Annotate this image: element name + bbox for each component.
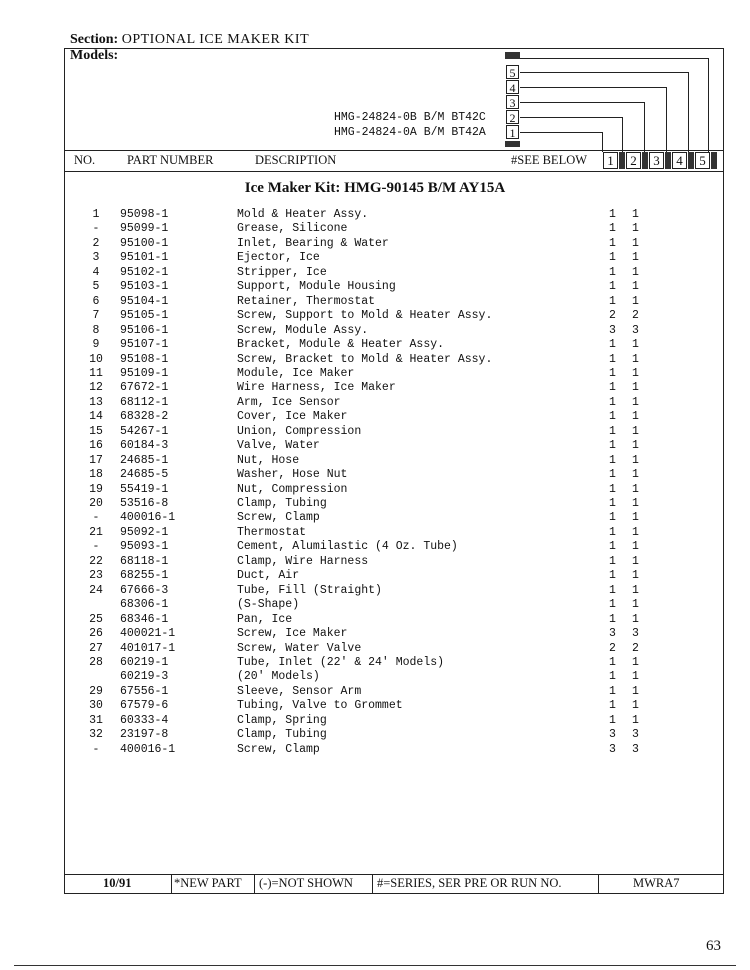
part-number: 67666-3 [120,583,169,597]
parts-row [0,685,750,699]
part-number: 400016-1 [120,742,176,756]
part-number: 68328-2 [120,410,169,424]
qty-model-1: 1 [609,439,616,453]
qty-model-2: 1 [632,410,639,424]
item-number: 31 [89,713,103,727]
part-number: 23197-8 [120,728,169,742]
qty-model-2: 3 [632,742,639,756]
qty-model-1: 1 [609,612,616,626]
qty-model-1: 1 [609,236,616,250]
qty-model-2: 1 [632,497,639,510]
part-description: Nut, Hose [237,453,300,467]
qty-model-2: 1 [632,395,639,409]
item-number: 4 [92,265,100,279]
parts-row [0,251,750,265]
qty-model-1: 1 [609,410,616,424]
qty-model-1: 1 [609,670,616,684]
item-number: 16 [89,439,103,453]
item-number: 24 [89,583,103,597]
parts-row [0,266,750,280]
item-number: 7 [92,309,100,323]
qty-model-2: 2 [632,641,639,655]
part-number: 401017-1 [120,641,176,655]
qty-model-2: 1 [632,338,639,352]
qty-model-2: 1 [632,352,639,366]
parts-row [0,511,750,525]
qty-model-1: 1 [609,540,616,554]
qty-model-2: 1 [632,699,639,713]
part-number: 95099-1 [120,222,169,236]
parts-row [0,295,750,309]
part-number: 400016-1 [120,511,176,525]
col-separator [711,152,717,169]
qty-model-1: 1 [609,222,616,236]
part-description: Union, Compression [237,424,362,438]
part-description: Screw, Bracket to Mold & Heater Assy. [237,352,493,366]
section-value: OPTIONAL ICE MAKER KIT [121,32,310,47]
qty-model-1: 1 [609,366,616,380]
item-number: - [92,511,100,525]
parts-row [0,338,750,352]
parts-row [0,526,750,540]
parts-row [0,699,750,713]
qty-model-2: 1 [632,511,639,525]
col-header-no: NO. [74,153,96,167]
parts-row [0,728,750,742]
qty-model-1: 1 [609,352,616,366]
part-number: 68346-1 [120,612,169,626]
part-description: Screw, Clamp [237,511,320,525]
qty-model-2: 1 [632,236,639,250]
parts-row [0,454,750,468]
part-number: 400021-1 [120,627,176,641]
parts-row [0,656,750,670]
item-number: 28 [89,655,103,669]
part-description: Cover, Ice Maker [237,410,348,424]
col-separator [688,152,694,169]
col-separator [619,152,625,169]
part-description: Arm, Ice Sensor [237,395,341,409]
part-description: Stripper, Ice [237,265,327,279]
parts-row [0,598,750,612]
qty-model-2: 1 [632,468,639,482]
part-number: 67556-1 [120,684,169,698]
qty-model-1: 1 [609,280,616,294]
qty-model-1: 1 [609,511,616,525]
item-number: 26 [89,627,103,641]
part-number: 68112-1 [120,395,169,409]
qty-model-1: 2 [609,641,616,655]
qty-model-2: 1 [632,583,639,597]
item-number: - [92,540,100,554]
item-number: 1 [92,208,100,221]
qty-model-2: 1 [632,554,639,568]
model-col-4: 4 [672,152,687,169]
qty-model-2: 1 [632,381,639,395]
parts-row [0,468,750,482]
model-slot-4: 4 [506,80,519,94]
part-number: 95108-1 [120,352,169,366]
part-description: Tubing, Valve to Grommet [237,699,403,713]
part-number: 95106-1 [120,323,169,337]
model-entry-1: HMG-24824-0A B/M BT42A [334,126,486,139]
item-number: 12 [89,381,103,395]
part-description: Screw, Clamp [237,742,320,756]
page-number: 63 [706,938,721,954]
item-number: 2 [92,236,100,250]
qty-model-2: 3 [632,627,639,641]
part-description: Wire Harness, Ice Maker [237,381,396,395]
part-number: 67672-1 [120,381,169,395]
qty-model-2: 1 [632,670,639,684]
part-number: 24685-1 [120,453,169,467]
qty-model-1: 1 [609,381,616,395]
parts-row [0,309,750,323]
part-description: Ejector, Ice [237,251,320,265]
item-number: 23 [89,569,103,583]
part-number: 95103-1 [120,280,169,294]
part-description: (S-Shape) [237,598,300,612]
qty-model-1: 1 [609,208,616,221]
part-description: Nut, Compression [237,482,348,496]
item-number: 29 [89,684,103,698]
part-description: Screw, Module Assy. [237,323,369,337]
item-number: 8 [92,323,100,337]
part-number: 95098-1 [120,208,169,221]
item-number: 13 [89,395,103,409]
item-number: - [92,742,100,756]
section-label: Section: [70,32,119,47]
part-description: Clamp, Wire Harness [237,554,369,568]
model-entry-2: HMG-24824-0B B/M BT42C [334,111,486,124]
model-slot-3: 3 [506,95,519,109]
part-description: Screw, Water Valve [237,641,362,655]
part-description: Valve, Water [237,439,320,453]
parts-row [0,540,750,554]
footer-date: 10/91 [103,876,132,890]
qty-model-2: 1 [632,540,639,554]
part-description: Clamp, Tubing [237,728,327,742]
qty-model-1: 3 [609,742,616,756]
part-number: 67579-6 [120,699,169,713]
part-number: 95101-1 [120,251,169,265]
parts-row [0,439,750,453]
qty-model-2: 1 [632,366,639,380]
item-number: - [92,222,100,236]
qty-model-1: 1 [609,424,616,438]
parts-row [0,642,750,656]
qty-model-1: 1 [609,265,616,279]
part-number: 95092-1 [120,525,169,539]
qty-model-2: 1 [632,655,639,669]
item-number: 3 [92,251,100,265]
parts-row [0,627,750,641]
part-number: 53516-8 [120,497,169,510]
parts-row [0,555,750,569]
qty-model-1: 1 [609,453,616,467]
item-number: 14 [89,410,103,424]
qty-model-2: 1 [632,265,639,279]
qty-model-1: 1 [609,598,616,612]
models-label: Models: [70,48,119,63]
part-number: 95102-1 [120,265,169,279]
item-number: 11 [89,366,103,380]
qty-model-2: 1 [632,439,639,453]
part-description: Sleeve, Sensor Arm [237,684,362,698]
part-number: 54267-1 [120,424,169,438]
model-col-2: 2 [626,152,641,169]
part-description: Clamp, Spring [237,713,327,727]
part-description: Tube, Fill (Straight) [237,583,382,597]
item-number: 21 [89,525,103,539]
parts-row [0,497,750,511]
part-number: 24685-5 [120,468,169,482]
item-number: 6 [92,294,100,308]
part-description: Washer, Hose Nut [237,468,348,482]
qty-model-2: 1 [632,525,639,539]
parts-row [0,410,750,424]
item-number: 15 [89,424,103,438]
model-col-3: 3 [649,152,664,169]
part-description: Tube, Inlet (22' & 24' Models) [237,655,445,669]
footer-series: #=SERIES, SER PRE OR RUN NO. [377,876,562,890]
qty-model-2: 1 [632,222,639,236]
part-number: 95104-1 [120,294,169,308]
qty-model-1: 1 [609,684,616,698]
model-slot-5: 5 [506,65,519,79]
part-description: Bracket, Module & Heater Assy. [237,338,445,352]
part-number: 60184-3 [120,439,169,453]
item-number: 9 [92,338,100,352]
qty-model-1: 1 [609,395,616,409]
parts-row [0,396,750,410]
part-number: 60333-4 [120,713,169,727]
item-number: 30 [89,699,103,713]
col-header-part-number: PART NUMBER [127,153,214,167]
footer-new-part: *NEW PART [174,876,242,890]
col-header-description: DESCRIPTION [255,153,337,167]
part-description: Module, Ice Maker [237,366,355,380]
part-description: Support, Module Housing [237,280,396,294]
part-number: 95107-1 [120,338,169,352]
part-number: 68118-1 [120,554,169,568]
qty-model-1: 1 [609,468,616,482]
part-description: Clamp, Tubing [237,497,327,510]
parts-row [0,208,750,222]
model-bracket-diagram [0,0,750,150]
qty-model-1: 3 [609,627,616,641]
model-slot-2: 2 [506,110,519,124]
qty-model-1: 1 [609,497,616,510]
parts-row [0,425,750,439]
qty-model-1: 1 [609,338,616,352]
qty-model-1: 1 [609,569,616,583]
qty-model-2: 1 [632,569,639,583]
part-number: 95093-1 [120,540,169,554]
qty-model-2: 1 [632,598,639,612]
qty-model-1: 1 [609,655,616,669]
qty-model-2: 3 [632,323,639,337]
qty-model-2: 1 [632,208,639,221]
qty-model-2: 1 [632,280,639,294]
item-number: 10 [89,352,103,366]
parts-row [0,237,750,251]
parts-row [0,714,750,728]
qty-model-2: 1 [632,612,639,626]
col-header-see-below: #SEE BELOW [511,153,588,167]
qty-model-1: 1 [609,251,616,265]
qty-model-2: 1 [632,482,639,496]
parts-row [0,280,750,294]
qty-model-2: 1 [632,713,639,727]
parts-row [0,324,750,338]
part-description: Mold & Heater Assy. [237,208,369,221]
parts-row [0,353,750,367]
item-number: 20 [89,497,103,510]
item-number: 19 [89,482,103,496]
parts-row [0,367,750,381]
qty-model-1: 1 [609,713,616,727]
col-separator [642,152,648,169]
parts-row [0,670,750,684]
part-description: Thermostat [237,525,307,539]
part-description: Retainer, Thermostat [237,294,376,308]
qty-model-2: 3 [632,728,639,742]
parts-row [0,584,750,598]
part-description: Pan, Ice [237,612,293,626]
qty-model-2: 2 [632,309,639,323]
parts-row [0,743,750,757]
parts-row [0,613,750,627]
item-number: 5 [92,280,100,294]
parts-row [0,381,750,395]
qty-model-1: 1 [609,554,616,568]
part-number: 95100-1 [120,236,169,250]
part-number: 68255-1 [120,569,169,583]
part-description: (20' Models) [237,670,320,684]
qty-model-2: 1 [632,424,639,438]
item-number: 17 [89,453,103,467]
part-number: 60219-1 [120,655,169,669]
part-description: Grease, Silicone [237,222,348,236]
bottom-rule [14,965,736,966]
qty-model-1: 3 [609,728,616,742]
slot-mark-bottom [505,141,520,147]
model-col-1: 1 [603,152,618,169]
qty-model-2: 1 [632,453,639,467]
part-number: 68306-1 [120,598,169,612]
item-number: 25 [89,612,103,626]
part-number: 95109-1 [120,366,169,380]
item-number: 18 [89,468,103,482]
slot-mark [505,52,520,59]
part-number: 55419-1 [120,482,169,496]
qty-model-1: 1 [609,583,616,597]
parts-row [0,569,750,583]
part-description: Screw, Support to Mold & Heater Assy. [237,309,493,323]
qty-model-1: 1 [609,699,616,713]
qty-model-1: 3 [609,323,616,337]
part-description: Cement, Alumilastic (4 Oz. Tube) [237,540,458,554]
item-number: 22 [89,554,103,568]
model-slot-1: 1 [506,125,519,139]
qty-model-1: 1 [609,294,616,308]
qty-model-2: 1 [632,251,639,265]
part-number: 60219-3 [120,670,169,684]
part-description: Inlet, Bearing & Water [237,236,389,250]
parts-list [0,208,750,768]
qty-model-2: 1 [632,684,639,698]
parts-row [0,483,750,497]
qty-model-1: 2 [609,309,616,323]
part-number: 95105-1 [120,309,169,323]
model-col-5: 5 [695,152,710,169]
qty-model-1: 1 [609,482,616,496]
item-number: 32 [89,728,103,742]
qty-model-2: 1 [632,294,639,308]
parts-row [0,222,750,236]
kit-title: Ice Maker Kit: HMG-90145 B/M AY15A [244,180,506,196]
qty-model-1: 1 [609,525,616,539]
footer-not-shown: (-)=NOT SHOWN [259,876,353,890]
footer-code: MWRA7 [633,876,680,890]
part-description: Duct, Air [237,569,300,583]
item-number: 27 [89,641,103,655]
part-description: Screw, Ice Maker [237,627,348,641]
col-separator [665,152,671,169]
